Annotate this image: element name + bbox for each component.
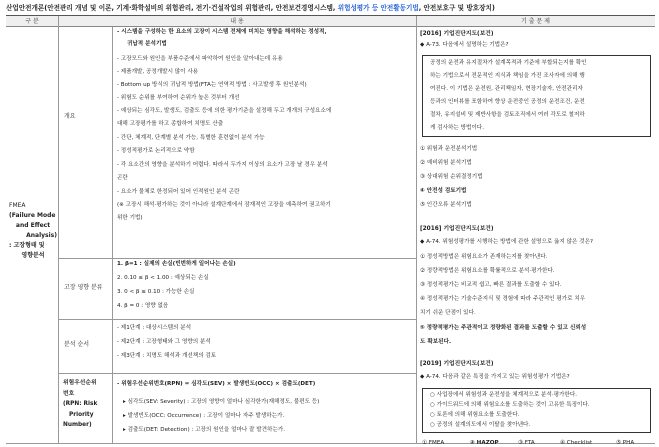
overview-label: 개요 — [64, 113, 76, 120]
q1-option: ③ 상대위험 순위결정기법 — [420, 174, 483, 180]
q2-option-answer: 도 확보된다. — [420, 339, 452, 345]
header-category: 구 분 — [6, 16, 58, 27]
q2-source: [2016] 기업진단지도(보건) — [420, 226, 494, 232]
q1-prompt: ◆ A-73. 다음에서 설명하는 기법은? — [420, 42, 509, 48]
q1-option: ⑤ 인간오류 분석기법 — [420, 202, 472, 208]
q3-source: [2019] 기업진단지도(보건) — [420, 361, 494, 367]
questions-column — [420, 28, 653, 446]
arrow-icon: ▸ — [123, 399, 128, 405]
q3-option: ④ Checklist — [560, 440, 593, 446]
q1-box: 공정의 운전과 유지절차가 설계목적과 기준에 부합되는지를 확인 하는 기법으로서 전문적인 지식과 책임을 가진 조사자에 의해 행 여진다. 이 기법은 운전원, 관리책임자, 현장기술자, 안전관리자 등과의 인터뷰를 포함하여 향상 운전중인 공정의 운전조건, 운전 절차, 유지설비 및 제반사항을 검토조직에서 여러 각도로 철저하 게 검사하는 방법이다. — [422, 55, 651, 137]
q3-option: ⑤ PHA — [616, 440, 635, 446]
category-cell: FMEA (Failure Mode and Effect Analysis) : 고장형태 및 영향분석 — [9, 202, 57, 259]
q2-option: ③ 정성적평가는 비교적 쉽고, 빠른 결과를 도출할 수 있다. — [420, 282, 562, 288]
q2-prompt: ◆ A-74. 위험성평가를 시행하는 방법에 관한 설명으로 옳지 않은 것은? — [420, 239, 593, 245]
arrow-icon: ▸ — [123, 427, 128, 433]
overview-content: - 시스템을 구성하는 한 요소의 고장이 시스템 전체에 미치는 영향을 해석하는 정성적, 귀납적 분석기법 - 고장모드와 원인을 부품수준에서 파악하여 원인을 알아내는데 유용 - 제품개발, 공정개발시 많이 사용 - Bottom up 방식의 귀납적 방법(FTA는 연역적 방법 : 사고발생 후 원인분석) - 위험도 순위를 부여하여 순위가 높은 것부터 개선 - 예상되는 심각도, 발생도, 검출도 등에 의한 평가기준을 설정해 두고 개개의 구성요소에 대해 고장평가를 하고 종합하여 치명도 산출 - 간단, 체계적, 단계별 분석 가능, 특별한 훈련없이 분석 가능 - 정성적평가로 논리적으로 약함 - 각 요소간의 영향을 분석하기 어렵다. 따라서 두가지 이상의 요소가 고장 날 경우 분석 곤란 - 요소가 물체로 한정되어 있어 인적원인 분석 곤란 (※ 고장시 해석·평가하는 것이 아니라 설계단계에서 잠재적인 고장을 예측하여 권고하기 위한 기법) — [117, 29, 332, 221]
q2-option: 치기 쉬운 단점이 있다. — [420, 310, 476, 316]
q1-source: [2016] 기업진단지도(보건) — [420, 31, 494, 37]
content-table: 구 분 내 용 기 출 문 제 FMEA (Failure Mode and Effect Analysis) : 고장형태 및 영향분석 개요 - 시스템을 구성하는 한 요소의 고장이 시스템 전체에 미치는 영향을 해석하는 정성적, 귀납적 분석기법 - 고장모드와 원인을 부품수준에서 파악하여 원인을 알아내는데 유용 - 제품개발, 공정개발시 많이 사용 - Bottom up 방식의 귀납적 방법(FTA는 연역적 방법 : 사고발생 후 원인분석) - 위험도 순위를 부여하여 순위가 높은 것부터 개선 - 예상되는 심각도, 발생도, 검출도 등에 의한 평가기준을 설정해 두고 개개의 구성요소에 대해 고장평가를 하고 종합하여 치명도 산출 - 간단, 체계적, 단계별 분석 가능, 특별한 훈련없이 분석 가능 - 정성적평가로 논리적으로 약함 - 각 요소간의 영향을 분석하기 어렵다. 따라서 두가지 이상의 요소가 고장 날 경우 분석 곤란 - 요소가 물체로 한정되어 있어 인적원인 분석 곤란 (※ 고장시 해석·평가하는 것이 아니라 설계단계에서 잠재적인 고장을 예측하여 권고하기 위한 기법) 고장 영향 분류 1. β=1 : 실제의 손실(빈번하게 일어나는 손실) 2. 0.10 ≤ β < 1.00 : 예상되는 손실 3. 0 < β ≤ 0.10 : 가능한 손실 4. β = 0 : 영향 없음 분석 순서 - 제1단계 : 대상시스템의 분석 - 제2단계 : 고장형태와 그 영향의 분석 - 제3단계 : 치명도 해석과 개선책의 검토 위험우선순위 번호 (RPN: Risk Priority Number) - 위험우선순위번호(RPN) = 심각도(SEV) × 발생빈도(OCC) × 검출도(DET) ▸ 심각도(SEV: Severity) : 고장의 영향이 얼마나 심각한가(재해정도, 불편도 등) ▸ 발생빈도(OCC: Occurrence) : 고장이 얼마나 자주 발생하는가. ▸ 검출도(DET: Detection) : 고장의 원인을 얼마나 잘 발견하는가. [2016] 기업진단지도(보건) ◆ A-73. 다음에서 설명하는 기법은? 공정의 운전과 유지절차가 설계목적과 기준에 부합되는지를 확인 하는 기법으로서 전문적인 지식과 책임을 가진 조사자에 의해 행 여진다. 이 기법은 운전원, 관리책임자, 현장기술자, 안전관리자 등과의 인터뷰를 포함하여 향상 운전중인 공정의 운전조건, 운전 절차, 유지설비 및 제반사항을 검토조직에서 여러 각도로 철저하 게 검사하는 방법이다. ① 위험과 운전분석기법 ② 예비위험 분석기법 ③ 상대위험 순위결정기법 ④ 안전성 검토기법 ⑤ 인간오류 분석기법 [2016] 기업진단지도(보건) ◆ A-74. 위험성평가를 시행하는 방법에 관한 설명으로 옳지 않은 것은? ① 정성적방법은 위험요소가 존재하는지를 찾아낸다. ② 정량적방법은 위험요소를 확률적으로 분석·평가한다. ③ 정성적평가는 비교적 쉽고, 빠른 결과를 도출할 수 있다. ④ 정성적평가는 기술수준지식 및 경험에 따라 주관적인 평가로 치우 치기 쉬운 단점이 있다. ⑤ 정량적평가는 주관적이고 정량화된 결과를 도출할 수 있고 신뢰성 도 확보된다. [2019] 기업진단지도(보건) ◆ A-74. 다음과 같은 특징을 가지고 있는 위험성평가 기법은? ○ 사업장에서 위험성과 운전성을 체계적으로 분석·평가한다. ○ 가이드워드에 의해 위험요소를 도출하는 것이 고유한 특징이다. ○ 토론에 의해 위험요소를 도출한다. ○ 공정의 설계의도에서 이탈을 찾아낸다. ① FMEA ② HAZOP ③ FTA ④ Checklist ⑤ PHA — [6, 15, 655, 443]
q1-option-answer: ④ 안전성 검토기법 — [420, 188, 467, 194]
header-questions: 기 출 문 제 — [416, 16, 655, 27]
page-title: 산업안전개론(안전관리 개념 및 이론, 기계·화학설비의 위험관리, 전기·건설작업의 위험관리, 안전보건경영시스템, 위험성평가 등 안전활동기법, 안전보호구 및 방호장치) — [6, 4, 495, 12]
impact-label: 고장 영향 분류 — [64, 284, 103, 291]
q3-box: ○ 사업장에서 위험성과 운전성을 체계적으로 분석·평가한다. ○ 가이드워드에 의해 위험요소를 도출하는 것이 고유한 특징이다. ○ 토론에 의해 위험요소를 도출한다. ○ 공정의 설계의도에서 이탈을 찾아낸다. — [422, 388, 651, 433]
q3-option: ① FMEA — [422, 440, 445, 446]
q3-option-answer: ② HAZOP — [470, 440, 499, 446]
q1-option: ② 예비위험 분석기법 — [420, 160, 472, 166]
order-label: 분석 순서 — [64, 341, 90, 348]
q2-option: ④ 정성적평가는 기술수준지식 및 경험에 따라 주관적인 평가로 치우 — [420, 296, 586, 302]
highlight-title: 위험성평가 등 안전활동기법 — [337, 4, 419, 12]
q2-option-answer: ⑤ 정량적평가는 주관적이고 정량화된 결과를 도출할 수 있고 신뢰성 — [420, 325, 587, 331]
rpn-label: 위험우선순위 번호 (RPN: Risk Priority Number) — [63, 380, 98, 428]
q1-option: ① 위험과 운전분석기법 — [420, 146, 478, 152]
arrow-icon: ▸ — [123, 413, 128, 419]
q2-option: ① 정성적방법은 위험요소가 존재하는지를 찾아낸다. — [420, 254, 548, 260]
q3-option: ③ FTA — [518, 440, 535, 446]
q3-prompt: ◆ A-74. 다음과 같은 특징을 가지고 있는 위험성평가 기법은? — [420, 374, 570, 380]
q2-option: ② 정량적방법은 위험요소를 확률적으로 분석·평가한다. — [420, 268, 555, 274]
header-content: 내 용 — [58, 16, 416, 27]
